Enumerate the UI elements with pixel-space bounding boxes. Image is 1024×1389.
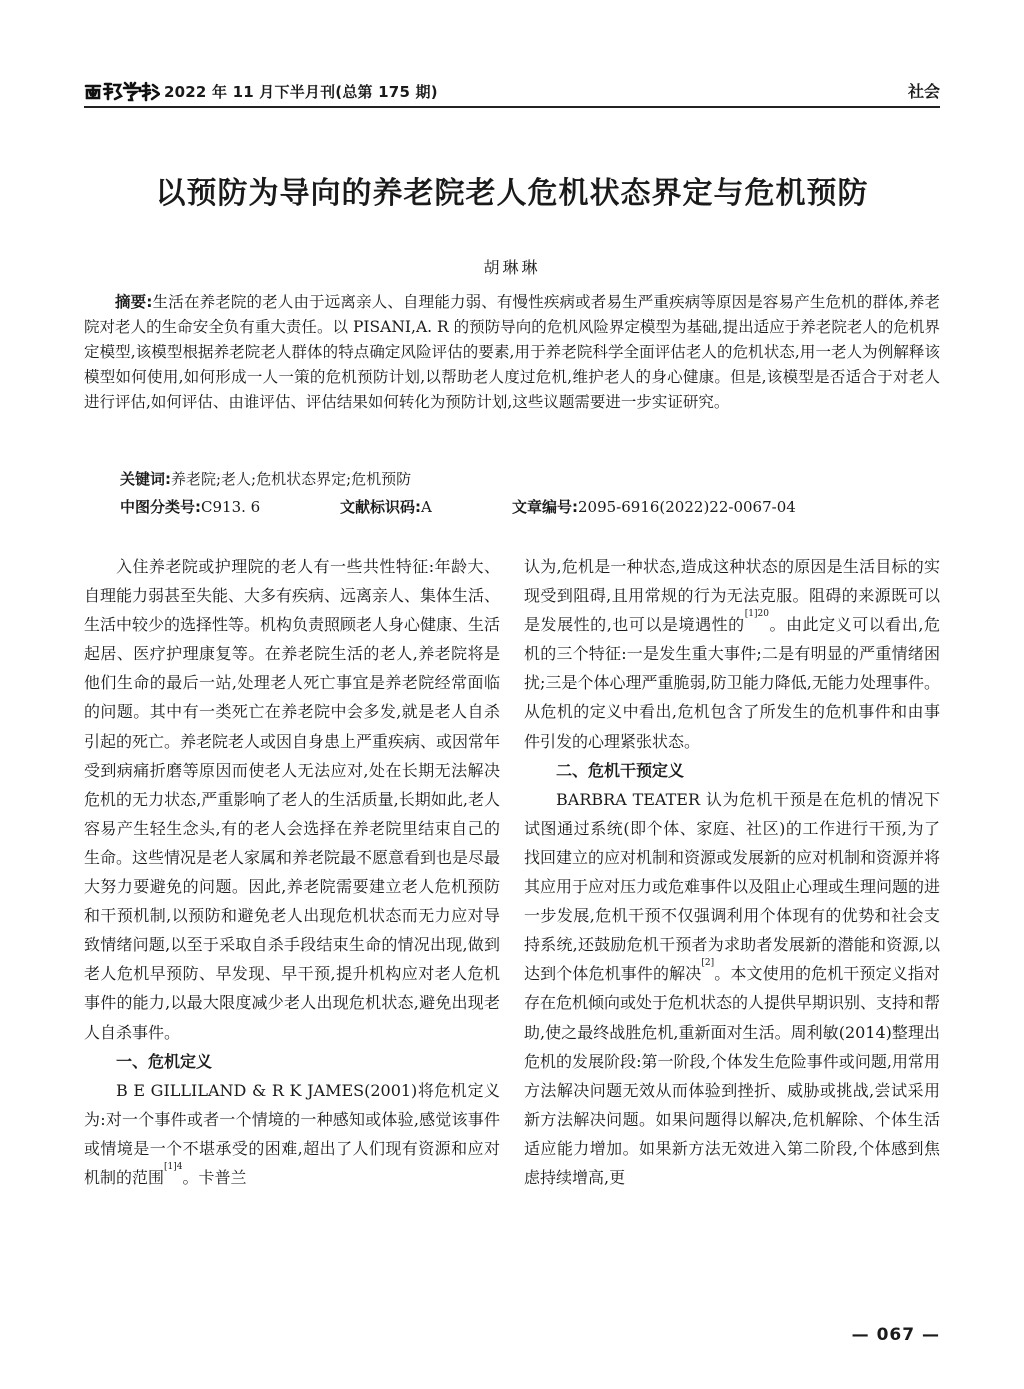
- citation-ref: [1]20: [744, 609, 769, 620]
- clc-label: 中图分类号:: [120, 498, 201, 516]
- running-header: [84, 62, 940, 108]
- paragraph: 入住养老院或护理院的老人有一些共性特征:年龄大、自理能力弱甚至失能、大多有疾病、远离亲人、集体生活、生活中较少的选择性等。机构负责照顾老人身心健康、生活起居、医疗护理康复等。在养老院生活的老人,养老院将是他们生命的最后一站,处理老人死亡事宜是养老院经常面临的问题。其中有一类死亡在养老院中会多发,就是老人自杀引起的死亡。养老院老人或因自身患上严重疾病、或因常年受到病痛折磨等原因而使老人无法应对,处在长期无法解决危机的无力状态,严重影响了老人的生活质量,长期如此,老人容易产生轻生念头,有的老人会选择在养老院里结束自己的生命。这些情况是老人家属和养老院最不愿意看到也是尽最大努力要避免的问题。因此,养老院需要建立老人危机预防和干预机制,以预防和避免老人出现危机状态而无力应对导致情绪问题,以至于采取自杀手段结束生命的情况出现,做到老人危机早预防、早发现、早干预,提升机构应对老人危机事件的能力,以最大限度减少老人出现危机状态,避免出现老人自杀事件。: [84, 557, 501, 1042]
- paragraph: [84, 1076, 500, 1192]
- section-tag: 社会: [907, 82, 940, 101]
- paragraph-text: BARBRA TEATER 认为危机干预是在危机的情况下试图通过系统(即个体、家庭、社区)的工作进行干预,为了找回建立的应对机制和资源或发展新的应对机制和资源并将其应用于应对压力或危难事件以及阻止心理或生理问题的进一步发展,危机干预不仅强调利用个体现有的优势和社会支持系统,还鼓励危机干预者为求助者发展新的潜能和资源,以达到个体危机事件的解决: [524, 789, 941, 984]
- header-left: [84, 80, 438, 102]
- abstract-label: 摘要:: [115, 293, 153, 311]
- keywords: [120, 468, 411, 489]
- paragraph: [524, 785, 940, 1192]
- article-title: 以预防为导向的养老院老人危机状态界定与危机预防: [155, 176, 869, 211]
- keywords-text: 养老院;老人;危机状态界定;危机预防: [171, 470, 412, 488]
- document-code: [340, 496, 512, 517]
- article-number-label: 文章编号:: [512, 498, 578, 516]
- citation-ref: [1]4: [164, 1161, 183, 1172]
- document-code-label: 文献标识码:: [340, 498, 421, 516]
- citation-ref: [2]: [701, 958, 715, 969]
- section-heading: 二、危机干预定义: [556, 760, 685, 780]
- right-column: [524, 552, 940, 1192]
- abstract: [84, 290, 940, 415]
- keywords-label: 关键词:: [120, 470, 171, 488]
- classification-line: [120, 496, 796, 517]
- paragraph-text: 。卡普兰: [182, 1167, 247, 1187]
- paragraph-text: 。本文使用的危机干预定义指对存在危机倾向或处于危机状态的人提供早期识别、支持和帮助,使之最终战胜危机,重新面对生活。周利敏(2014)整理出危机的发展阶段:第一阶段,个体发生危险事件或问题,用常用方法解决问题无效从而体验到挫折、威胁或挑战,尝试采用新方法解决问题。如果问题得以解决,危机解除、个体生活适应能力增加。如果新方法无效进入第二阶段,个体感到焦虑持续增高,更: [524, 964, 941, 1187]
- left-column: [84, 552, 500, 1192]
- author-name: 胡琳琳: [483, 258, 541, 277]
- paragraph-text: 认为,危机是一种状态,造成这种状态的原因是生活目标的实现受到阻碍,且用常规的行为无法克服。阻碍的来源既可以是发展性的,也可以是境遇性的: [524, 557, 940, 635]
- paragraph: [524, 552, 940, 756]
- journal-logo: [84, 80, 160, 102]
- clc-number: [120, 496, 340, 517]
- page-number: — 067 —: [851, 1325, 940, 1345]
- body-columns: [84, 552, 940, 1192]
- abstract-text: 生活在养老院的老人由于远离亲人、自理能力弱、有慢性疾病或者易生严重疾病等原因是容易产生危机的群体,养老院对老人的生命安全负有重大责任。以 PISANI,A. R 的预防导向的危机风险界定模型为基础,提出适应于养老院老人的危机界定模型,该模型根据养老院老人群体的特点确定风险评估的要素,用于养老院科学全面评估老人的危机状态,用一老人为例解释该模型如何使用,如何形成一人一策的危机预防计划,以帮助老人度过危机,维护老人的身心健康。但是,该模型是否适合于对老人进行评估,如何评估、由谁评估、评估结果如何转化为预防计划,这些议题需要进一步实证研究。: [84, 293, 940, 411]
- document-code-value: A: [421, 498, 432, 516]
- article-number-value: 2095-6916(2022)22-0067-04: [578, 498, 796, 516]
- issue-info: 2022 年 11 月下半月刊(总第 175 期): [164, 83, 438, 101]
- paragraph-text: 。由此定义可以看出,危机的三个特征:一是发生重大事件;二是有明显的严重情绪困扰;三是个体心理严重脆弱,防卫能力降低,无能力处理事件。从危机的定义中看出,危机包含了所发生的危机事件和由事件引发的心理紧张状态。: [524, 615, 940, 751]
- article-number: [512, 496, 796, 517]
- paragraph-text: B E GILLILAND & R K JAMES(2001)将危机定义为:对一个事件或者一个情境的一种感知或体验,感觉该事件或情境是一个不堪承受的困难,超出了人们现有资源和应对机制的范围: [84, 1080, 500, 1187]
- clc-value: C913. 6: [201, 498, 261, 516]
- section-heading: 一、危机定义: [116, 1051, 213, 1071]
